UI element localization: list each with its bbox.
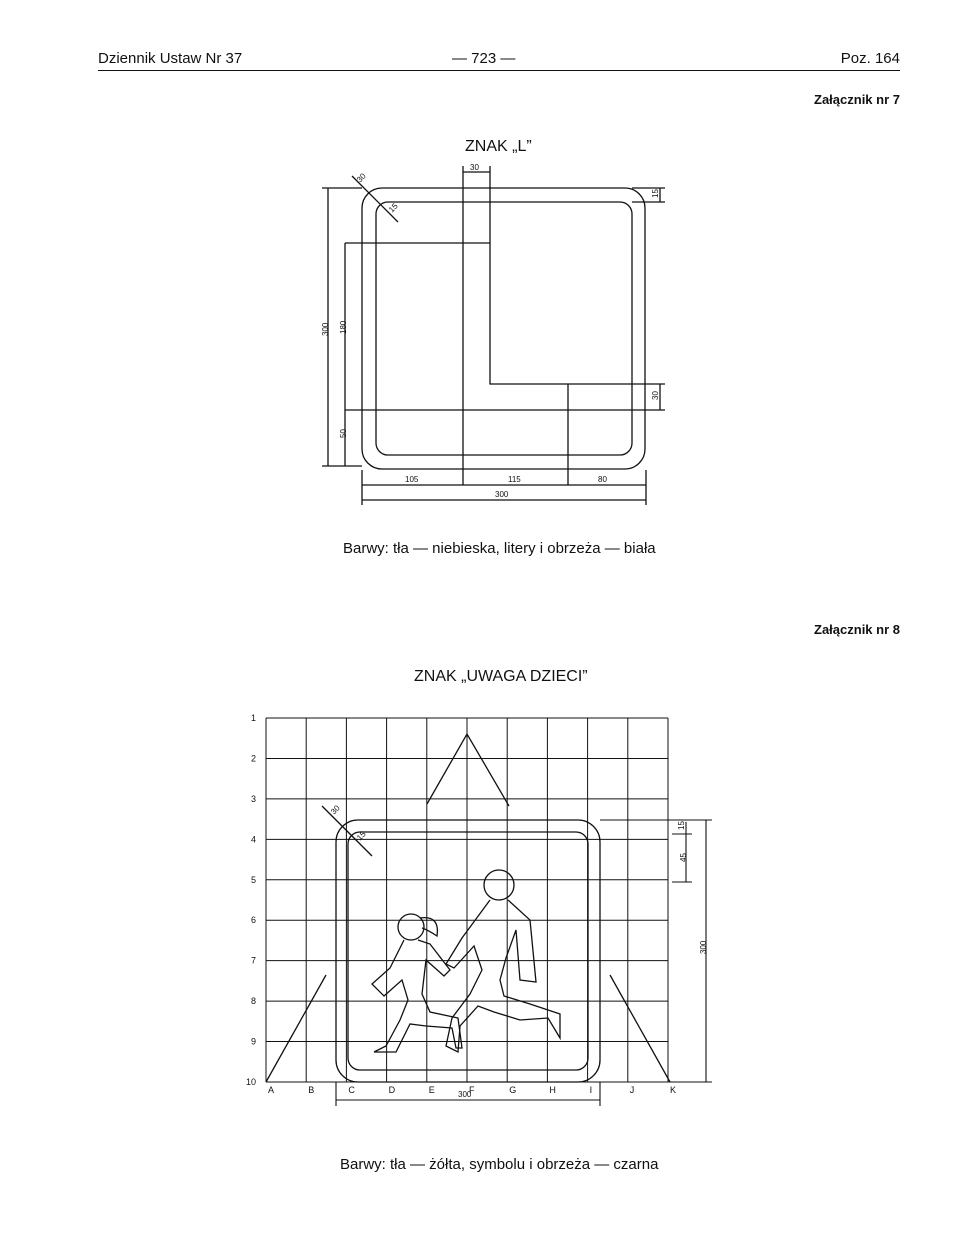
grid-col-label: H <box>549 1085 556 1095</box>
annex-8-title: ZNAK „UWAGA DZIECI” <box>414 668 588 685</box>
grid-col-label: G <box>509 1085 517 1095</box>
dim-top-30: 30 <box>470 163 479 172</box>
grid-col-label: E <box>428 1085 435 1095</box>
grid-row-label: 1 <box>250 713 256 723</box>
dim-left-180: 180 <box>339 320 348 334</box>
dim8-right-300: 300 <box>699 940 708 954</box>
position-number: Poz. 164 <box>840 50 900 67</box>
grid-row-label: 2 <box>250 753 256 764</box>
annex-8-caption: Barwy: tła — żółta, symbolu i obrzeża — czarna <box>340 1156 659 1173</box>
dim8-right-15: 15 <box>677 821 686 830</box>
journal-title: Dziennik Ustaw Nr 37 <box>98 50 243 67</box>
grid-col-label: C <box>348 1085 355 1095</box>
page-number: — 723 — <box>452 50 516 67</box>
grid-col-label: I <box>589 1085 593 1095</box>
dim-corner-15: 15 <box>387 201 400 215</box>
grid-col-label: K <box>670 1085 677 1095</box>
grid-row-label: 10 <box>245 1077 256 1087</box>
grid-row-label: 5 <box>250 874 256 885</box>
dim-left-50: 50 <box>339 429 348 438</box>
grid-row-label: 6 <box>250 915 256 926</box>
dim-bottom-80: 80 <box>598 475 607 484</box>
dim8-corner-15: 15 <box>355 829 368 843</box>
dim-bottom-105: 105 <box>405 475 419 484</box>
grid-row-label: 4 <box>250 834 256 845</box>
annex-7-label: Załącznik nr 7 <box>814 92 900 107</box>
annex-7-title: ZNAK „L” <box>465 138 532 155</box>
grid-col-label: A <box>268 1085 275 1095</box>
grid-col-label: B <box>308 1085 315 1095</box>
annex-7-caption: Barwy: tła — niebieska, litery i obrzeża — biała <box>343 540 656 557</box>
grid-col-label: D <box>388 1085 396 1095</box>
grid-row-label: 3 <box>250 793 256 804</box>
child-right-head <box>484 870 514 900</box>
grid-row-label: 8 <box>250 996 256 1007</box>
annex-8-label: Załącznik nr 8 <box>814 622 900 637</box>
child-right-figure <box>446 900 560 1052</box>
dim-right-15: 15 <box>651 189 660 198</box>
dim8-corner-30: 30 <box>329 803 342 817</box>
dim-right-30: 30 <box>651 391 660 400</box>
dim-corner-30: 30 <box>355 171 368 185</box>
children-sign-outer-frame <box>336 820 600 1082</box>
children-sign-inner-frame <box>348 832 588 1070</box>
dim-bottom-300: 300 <box>495 490 509 499</box>
grid-col-label: J <box>629 1085 635 1095</box>
dim-left-300: 300 <box>321 322 330 336</box>
dim8-right-45: 45 <box>679 853 688 862</box>
grid-row-label: 9 <box>250 1036 256 1047</box>
dim-bottom-115: 115 <box>508 475 521 484</box>
grid-row-label: 7 <box>250 955 256 966</box>
grid-col-label: F <box>469 1085 475 1095</box>
dim8-bottom-300: 300 <box>458 1090 472 1099</box>
